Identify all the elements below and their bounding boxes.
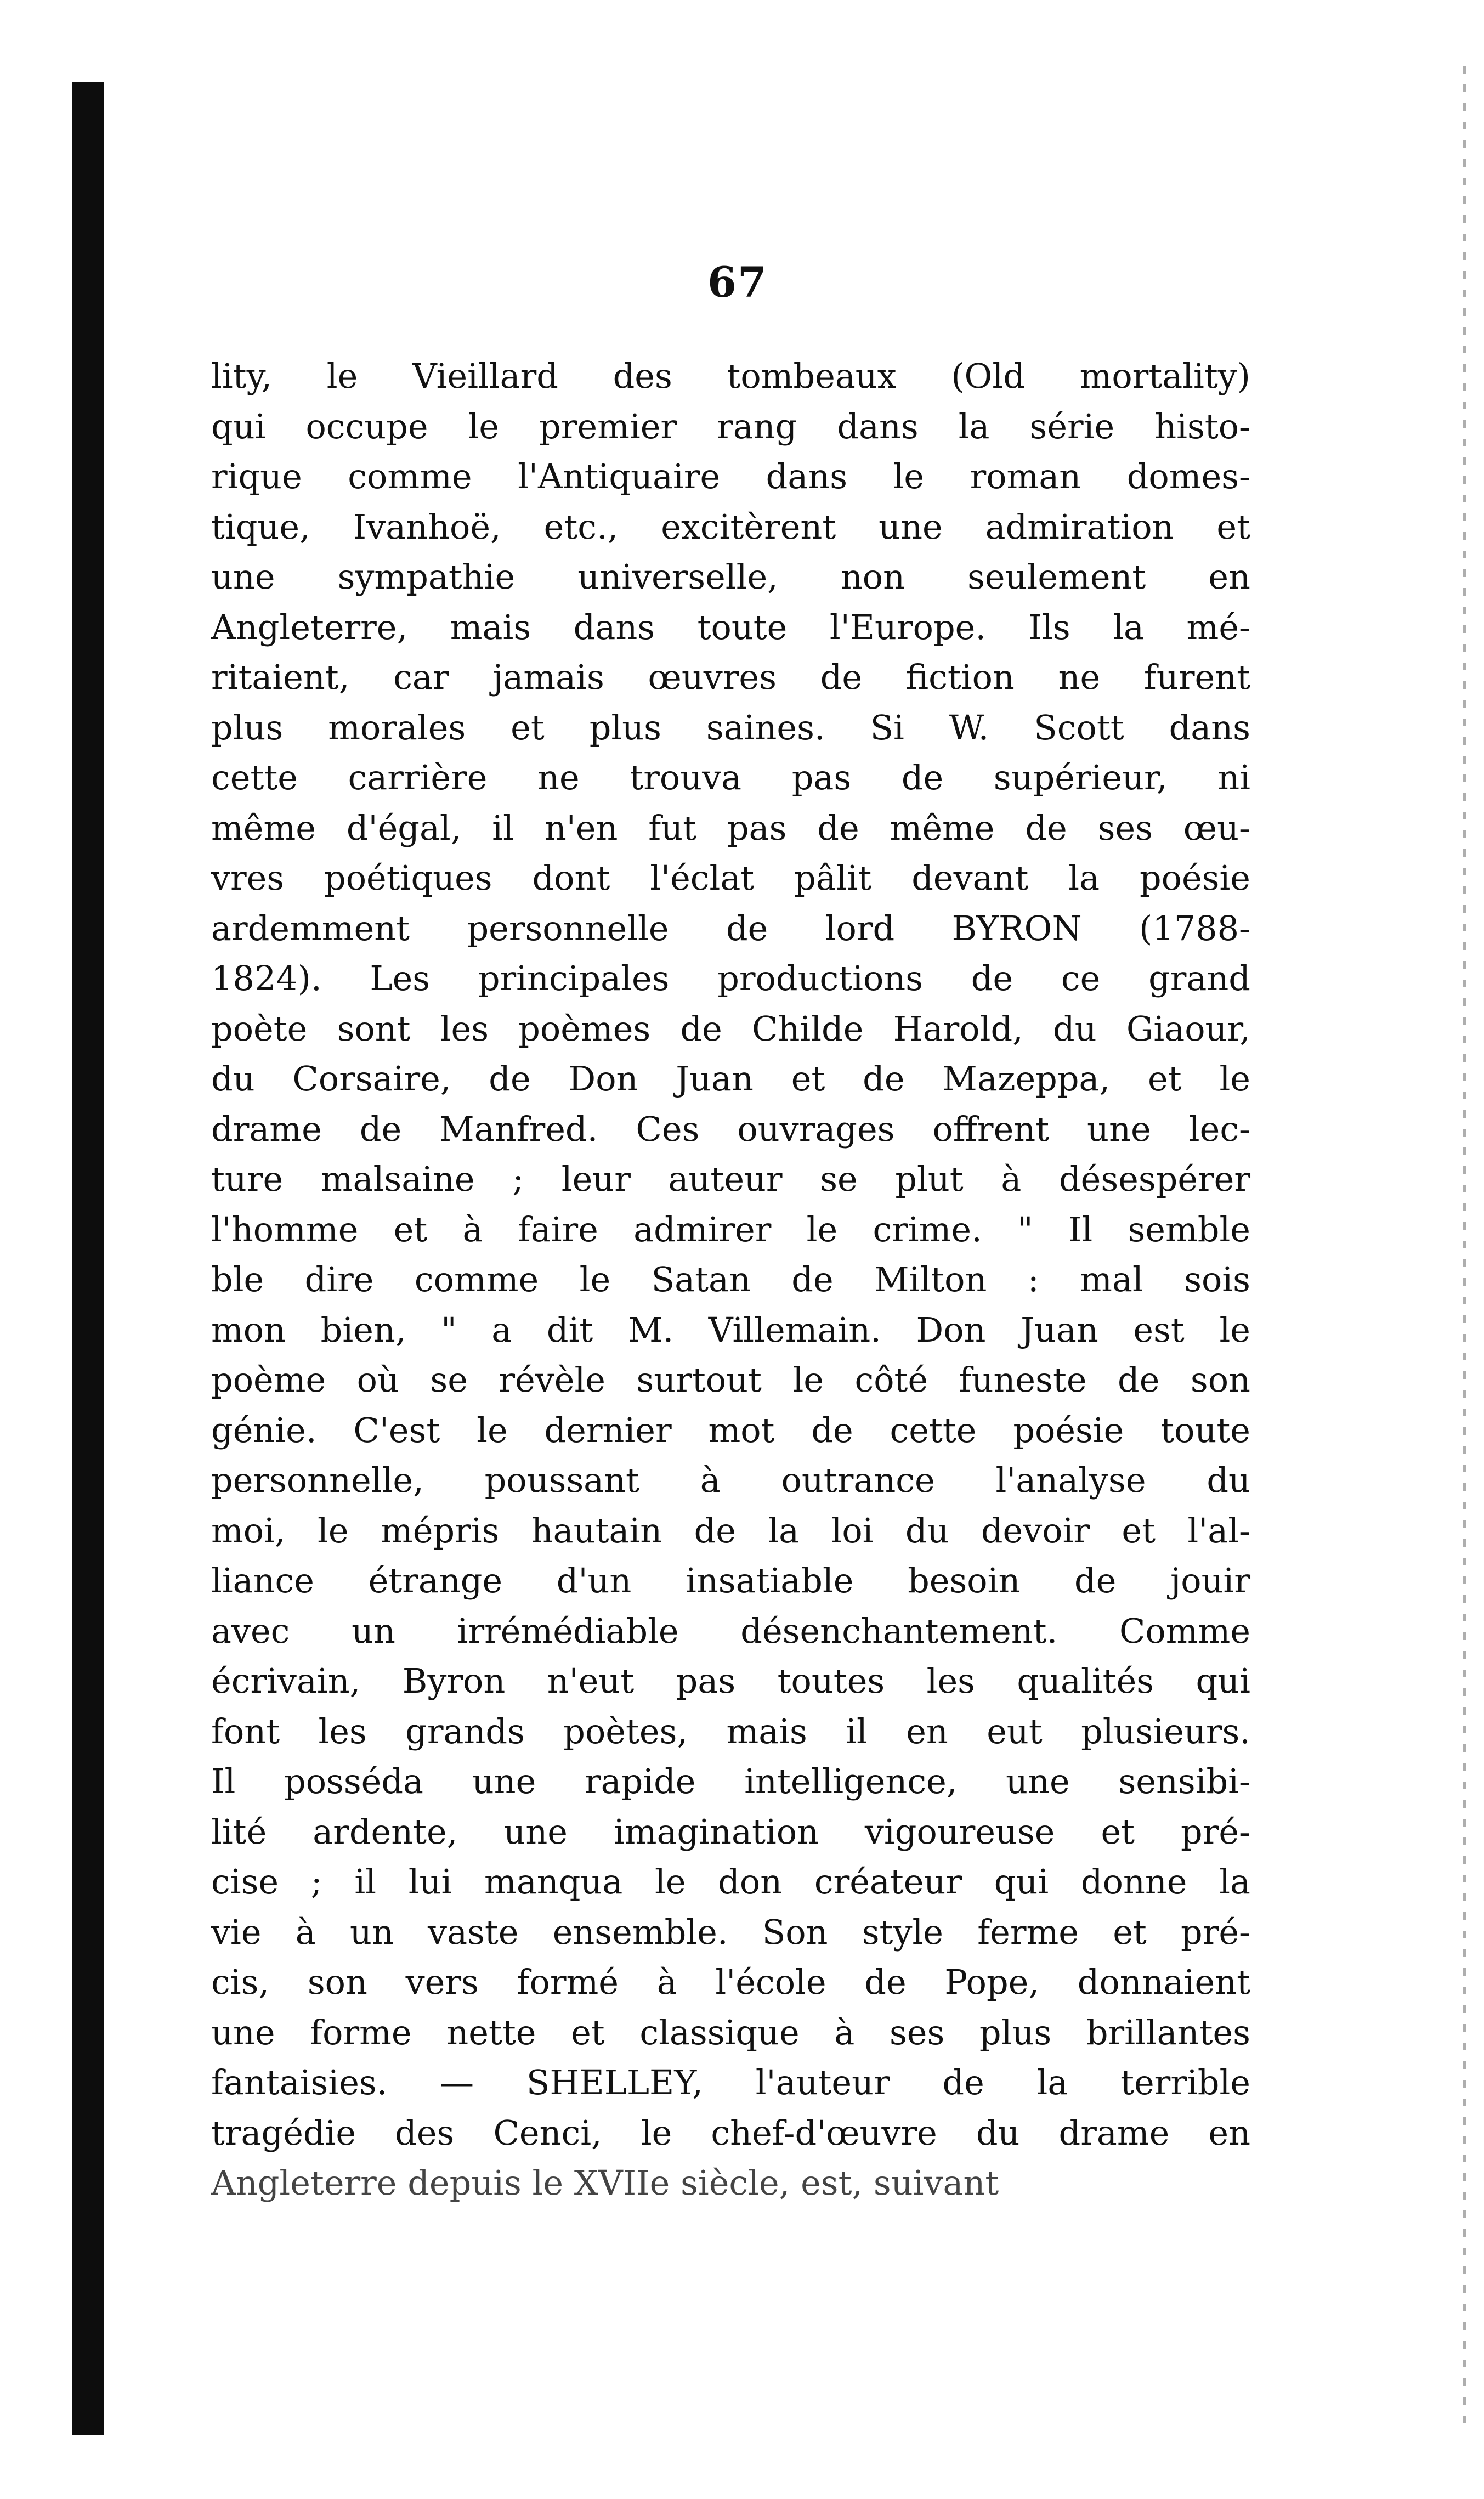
text-line: cis, son vers formé à l'école de Pope, donnaient — [211, 1962, 1250, 2002]
text-line: tique, Ivanhoë, etc., excitèrent une admiration et — [211, 506, 1250, 547]
text-line: Angleterre, mais dans toute l'Europe. Ils la mé- — [211, 607, 1250, 647]
text-line: l'homme et à faire admirer le crime. " Il semble — [211, 1209, 1250, 1250]
page-binding-shadow — [72, 82, 104, 2435]
text-line: même d'égal, il n'en fut pas de même de ses œu- — [211, 807, 1250, 848]
text-line: lité ardente, une imagination vigoureuse et pré- — [211, 1811, 1250, 1852]
page-edge-mark — [1463, 66, 1466, 2424]
text-line: Il posséda une rapide intelligence, une sensibi- — [211, 1761, 1250, 1801]
text-line: plus morales et plus saines. Si W. Scott dans — [211, 707, 1250, 748]
body-text — [211, 351, 1250, 2208]
text-line: génie. C'est le dernier mot de cette poésie toute — [211, 1410, 1250, 1450]
text-line: fantaisies. — SHELLEY, l'auteur de la terrible — [211, 2062, 1250, 2102]
text-line: lity, le Vieillard des tombeaux (Old mortality) — [211, 356, 1250, 396]
text-line: mon bien, " a dit M. Villemain. Don Juan est le — [211, 1309, 1250, 1350]
text-line: cise ; il lui manqua le don créateur qui donne la — [211, 1862, 1250, 1902]
text-line: écrivain, Byron n'eut pas toutes les qualités qui — [211, 1661, 1250, 1701]
text-line: rique comme l'Antiquaire dans le roman domes- — [211, 456, 1250, 496]
text-line: drame de Manfred. Ces ouvrages offrent une lec- — [211, 1109, 1250, 1149]
text-line: vres poétiques dont l'éclat pâlit devant la poésie — [211, 858, 1250, 898]
text-line: cette carrière ne trouva pas de supérieur, ni — [211, 757, 1250, 798]
text-line: font les grands poètes, mais il en eut plusieurs. — [211, 1711, 1250, 1751]
text-line: poème où se révèle surtout le côté funeste de son — [211, 1360, 1250, 1400]
text-line: ritaient, car jamais œuvres de fiction ne furent — [211, 657, 1250, 697]
text-line: moi, le mépris hautain de la loi du devoir et l'al- — [211, 1510, 1250, 1551]
text-line: personnelle, poussant à outrance l'analyse du — [211, 1460, 1250, 1500]
text-line: liance étrange d'un insatiable besoin de jouir — [211, 1561, 1250, 1601]
text-line: ardemment personnelle de lord BYRON (1788- — [211, 908, 1250, 948]
text-line: une sympathie universelle, non seulement en — [211, 557, 1250, 597]
text-line: vie à un vaste ensemble. Son style ferme et pré- — [211, 1912, 1250, 1952]
text-line: du Corsaire, de Don Juan et de Mazeppa, et le — [211, 1059, 1250, 1099]
text-line: une forme nette et classique à ses plus brillantes — [211, 2012, 1250, 2053]
text-line: 1824). Les principales productions de ce grand — [211, 958, 1250, 998]
page-number: 67 — [707, 258, 768, 307]
text-line: avec un irrémédiable désenchantement. Comme — [211, 1610, 1250, 1651]
text-line: ture malsaine ; leur auteur se plut à désespérer — [211, 1159, 1250, 1199]
text-line: poète sont les poèmes de Childe Harold, du Giaour, — [211, 1008, 1250, 1049]
text-line: tragédie des Cenci, le chef-d'œuvre du drame en — [211, 2112, 1250, 2153]
text-line: qui occupe le premier rang dans la série histo- — [211, 406, 1250, 446]
text-line: ble dire comme le Satan de Milton : mal sois — [211, 1259, 1250, 1299]
text-line: Angleterre depuis le XVIIe siècle, est, suivant — [211, 2163, 999, 2203]
